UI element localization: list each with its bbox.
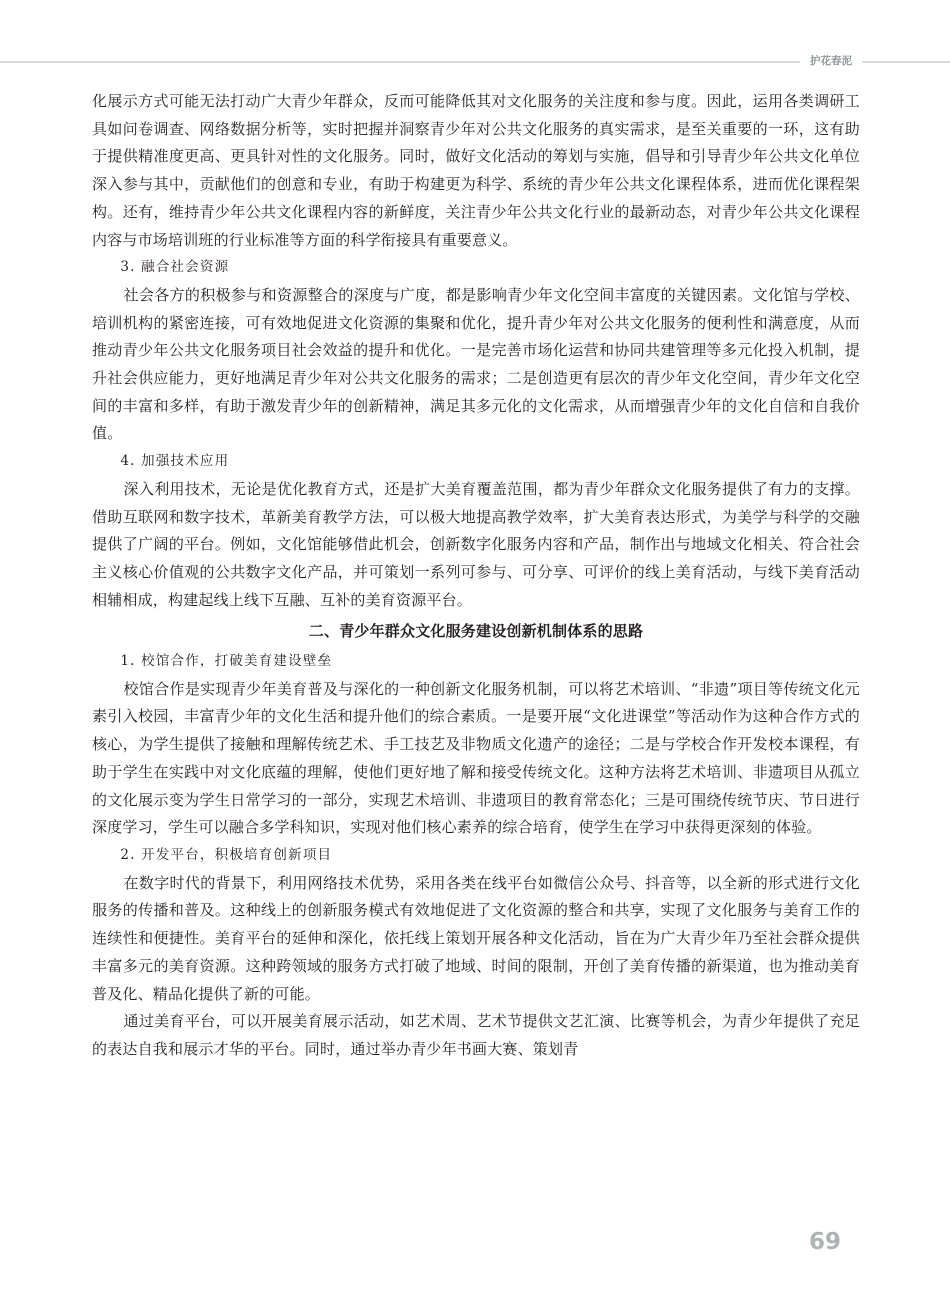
page-header: [0, 52, 950, 72]
paragraph: 社会各方的积极参与和资源整合的深度与广度，都是影响青少年文化空间丰富度的关键因素。文化馆与学校、培训机构的紧密连接，可有效地促进文化资源的集聚和优化，提升青少年对公共文化服务的便利性和满意度，从而推动青少年公共文化服务项目社会效益的提升和优化。一是完善市场化运营和协同共建管理等多元化投入机制，提升社会供应能力，更好地满足青少年对公共文化服务的需求；二是创造更有层次的青少年文化空间，青少年文化空间的丰富和多样，有助于激发青少年的创新精神，满足其多元化的文化需求，从而增强青少年的文化自信和自我价值。: [92, 285, 860, 443]
subheading-school-museum-cooperation: 1. 校馆合作，打破美育建设壁垒: [120, 653, 333, 670]
paragraph: 在数字时代的背景下，利用网络技术优势，采用各类在线平台如微信公众号、抖音等，以全新的形式进行文化服务的传播和普及。这种线上的创新服务模式有效地促进了文化资源的整合和共享，实现了文化服务与美育工作的连续性和便捷性。美育平台的延伸和深化，依托线上策划开展各种文化活动，旨在为广大青少年乃至社会群众提供丰富多元的美育资源。这种跨领域的服务方式打破了地域、时间的限制，开创了美育传播的新渠道，也为推动美育普及化、精品化提供了新的可能。: [92, 873, 860, 1003]
section-heading: 二、青少年群众文化服务建设创新机制体系的思路: [308, 622, 644, 641]
paragraph: 化展示方式可能无法打动广大青少年群众，反而可能降低其对文化服务的关注度和参与度。因此，运用各类调研工具如问卷调查、网络数据分析等，实时把握并洞察青少年对公共文化服务的真实需求，是至关重要的一环，这有助于提供精准度更高、更具针对性的文化服务。同时，做好文化活动的筹划与实施，倡导和引导青少年公共文化单位深入参与其中，贡献他们的创意和专业，有助于构建更为科学、系统的青少年公共文化课程体系，进而优化课程架构。还有，维持青少年公共文化课程内容的新鲜度，关注青少年公共文化行业的最新动态，对青少年公共文化课程内容与市场培训班的行业标准等方面的科学衔接具有重要意义。: [92, 92, 860, 249]
paragraph: 深入利用技术，无论是优化教育方式，还是扩大美育覆盖范围，都为青少年群众文化服务提供了有力的支撑。借助互联网和数字技术，革新美育教学方法，可以极大地提高教学效率，扩大美育表达形式，为美学与科学的交融提供了广阔的平台。例如，文化馆能够借此机会，创新数字化服务内容和产品，制作出与地域文化相关、符合社会主义核心价值观的公共数字文化产品，并可策划一系列可参与、可分享、可评价的线上美育活动，与线下美育活动相辅相成，构建起线上线下互融、互补的美育资源平台。: [92, 479, 860, 609]
subheading-technology-application: 4. 加强技术应用: [120, 453, 230, 470]
header-rule-right: [862, 61, 950, 63]
page-number: 69: [808, 1229, 841, 1255]
article-body: [92, 88, 860, 1064]
column-label: 护花春泥: [810, 55, 852, 67]
paragraph: 校馆合作是实现青少年美育普及与深化的一种创新文化服务机制，可以将艺术培训、“非遗”项目等传统文化元素引入校园，丰富青少年的文化生活和提升他们的综合素质。一是要开展“文化进课堂”等活动作为这种合作方式的核心，为学生提供了接触和理解传统艺术、手工技艺及非物质文化遗产的途径；二是与学校合作开发校本课程，有助于学生在实践中对文化底蕴的理解，使他们更好地了解和接受传统文化。这种方法将艺术培训、非遗项目从孤立的文化展示变为学生日常学习的一部分，实现艺术培训、非遗项目的教育常态化；三是可围绕传统节庆、节日进行深度学习，学生可以融合多学科知识，实现对他们核心素养的综合培育，使学生在学习中获得更深刻的体验。: [92, 679, 860, 837]
paragraph: 通过美育平台，可以开展美育展示活动，如艺术周、艺术节提供文艺汇演、比赛等机会，为青少年提供了充足的表达自我和展示才华的平台。同时，通过举办青少年书画大赛、策划青: [92, 1012, 860, 1058]
subheading-develop-platform: 2. 开发平台，积极培育创新项目: [120, 846, 333, 863]
subheading-integrate-social-resources: 3. 融合社会资源: [120, 259, 230, 276]
header-rule-left: [0, 61, 800, 63]
